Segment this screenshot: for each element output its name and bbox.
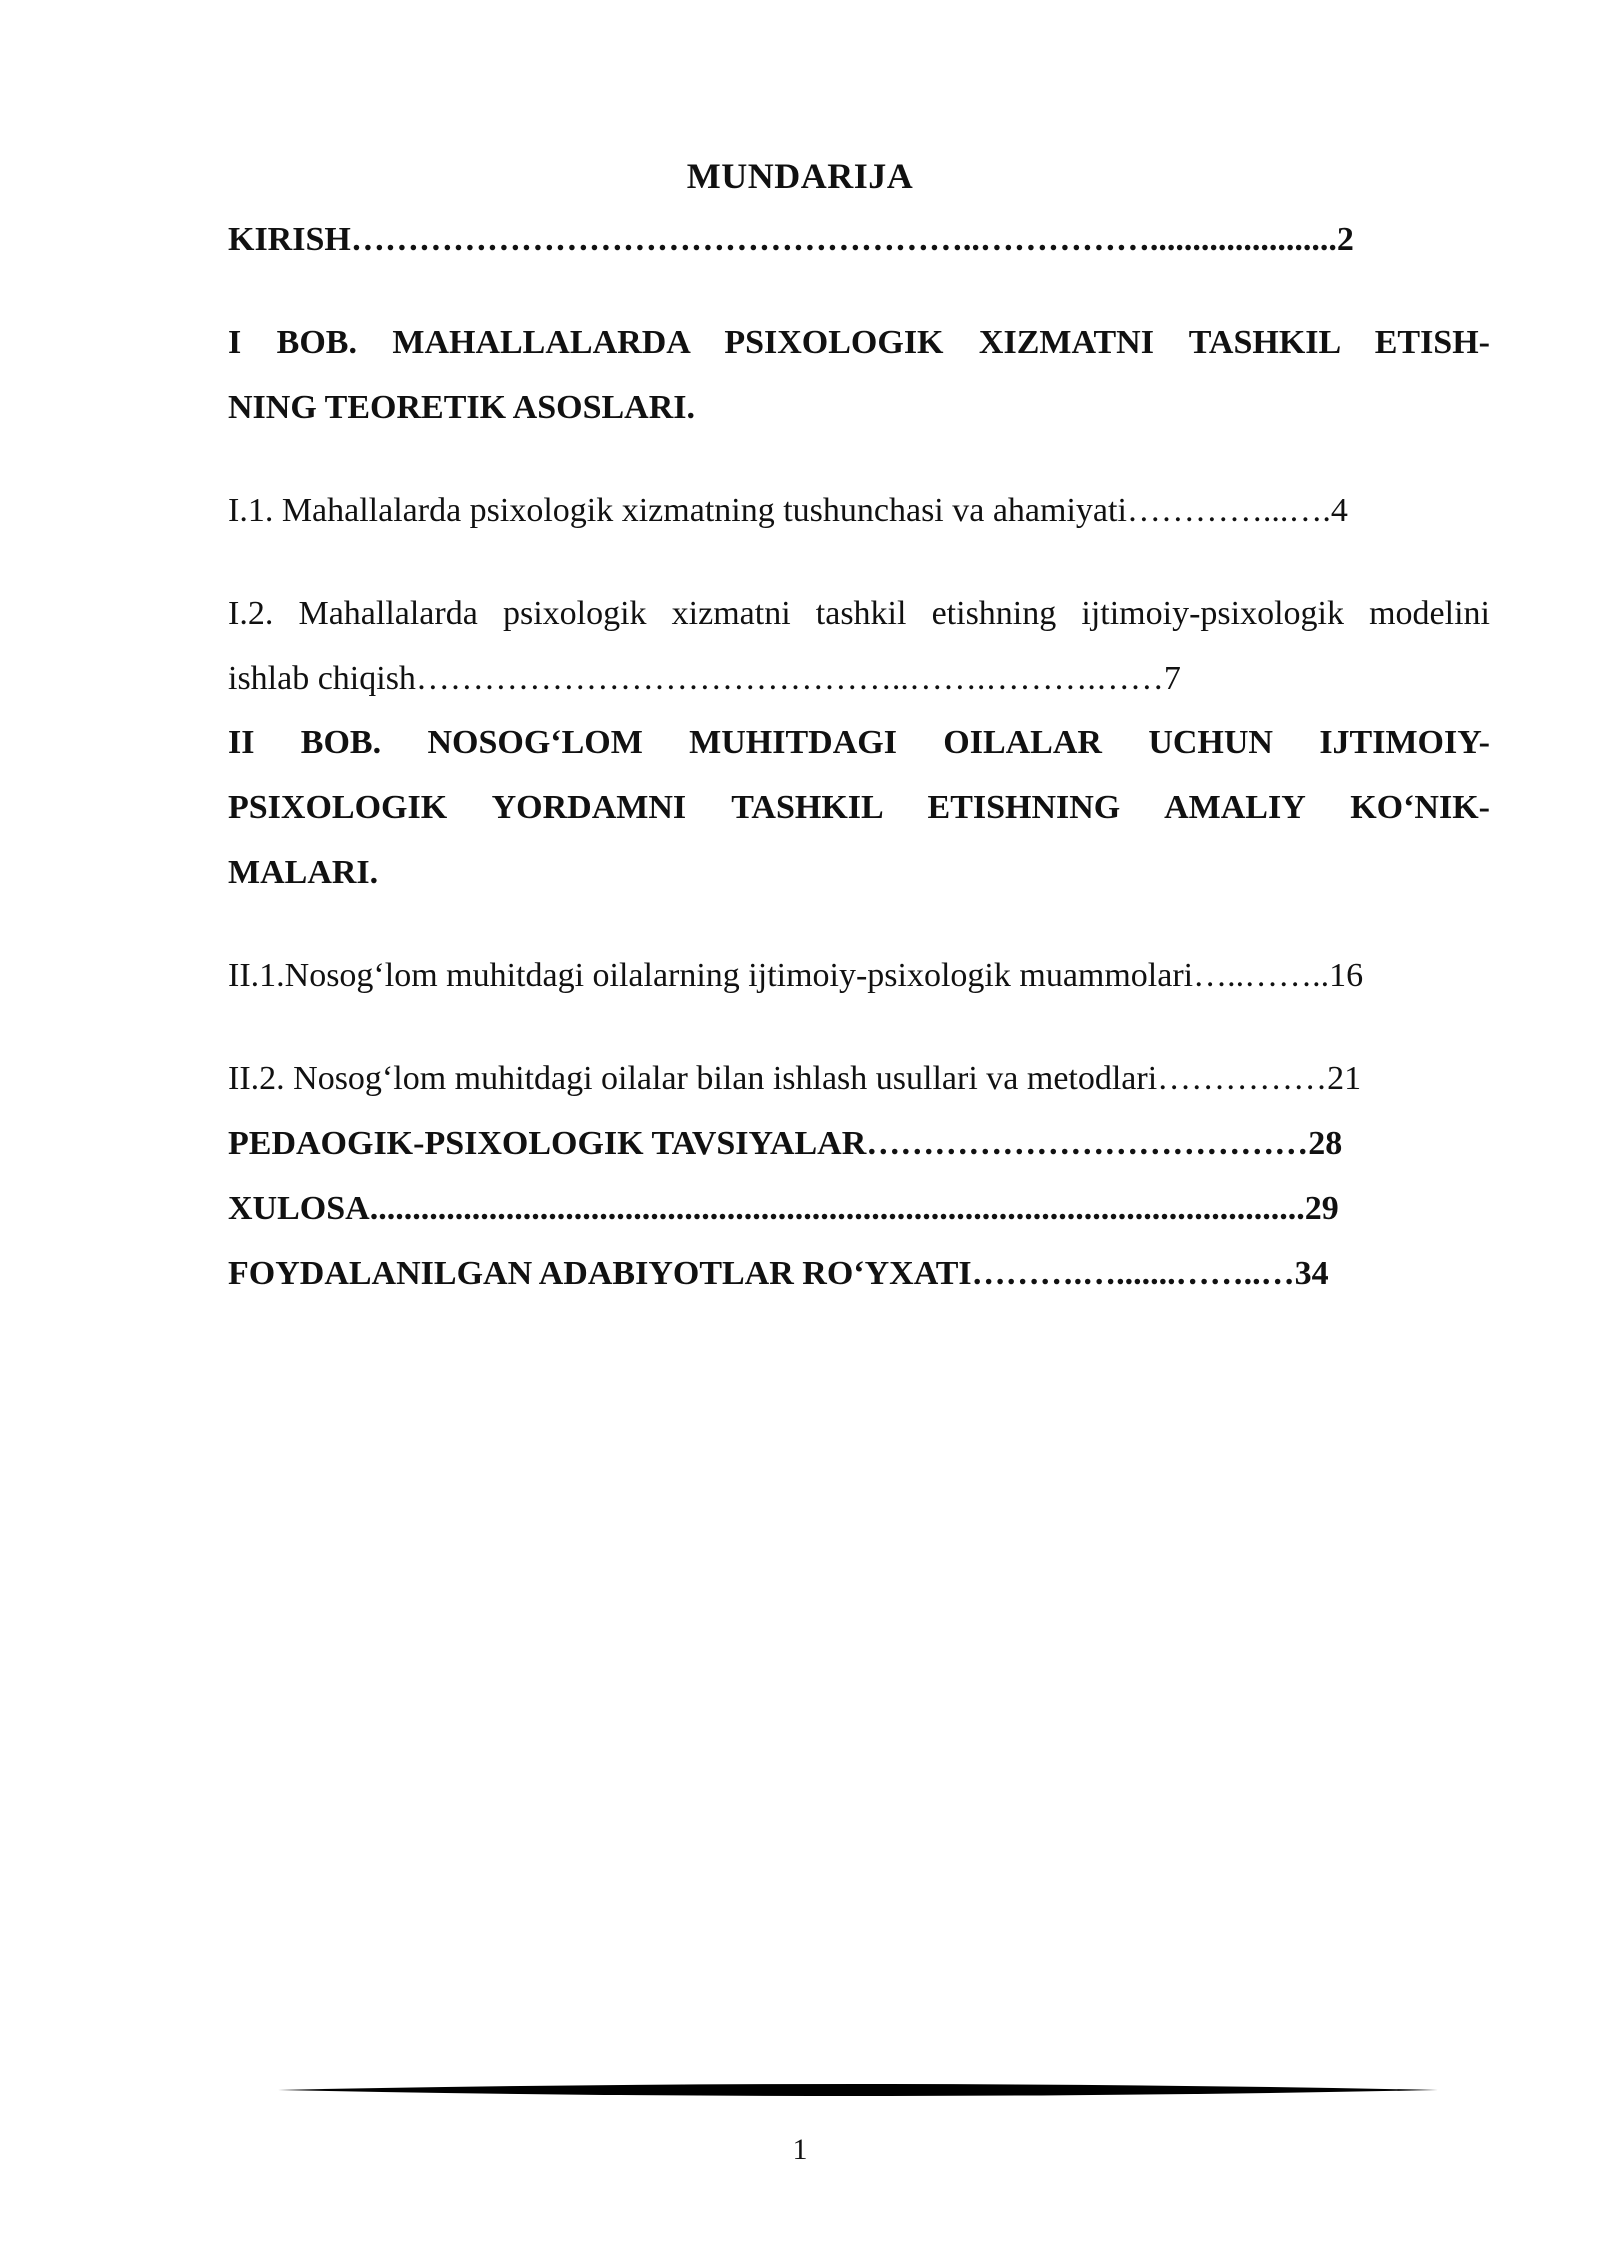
toc-section-1-2-line-2: ishlab chiqish……………………………………..…….……….……7 (228, 660, 1181, 697)
toc-entry-tavsiyalar: PEDAOGIK-PSIXOLOGIK TAVSIYALAR…………………………………28 (228, 1125, 1343, 1162)
footer-divider (278, 2080, 1438, 2100)
toc-section-2-2: II.2. Nosog‘lom muhitdagi oilalar bilan ishlash usullari va metodlari……………21 (228, 1060, 1362, 1097)
page-number: 1 (792, 2133, 808, 2166)
toc-entry-adabiyotlar: FOYDALANILGAN ADABIYOTLAR RO‘YXATI……….….......……..…34 (228, 1255, 1329, 1292)
toc-section-2-1: II.1.Nosog‘lom muhitdagi oilalarning ijtimoiy-psixologik muammolari…..……..16 (228, 957, 1364, 994)
toc-chapter-1-line-1: I BOB. MAHALLALARDA PSIXOLOGIK XIZMATNI TASHKIL ETISH- (228, 324, 1490, 361)
toc-entry-xulosa: XULOSA..............................................................................................................29 (228, 1190, 1339, 1227)
toc-chapter-2-line-3: MALARI. (228, 854, 379, 891)
toc-entry-kirish: KIRISH………………………………………………..……………......................2 (228, 221, 1354, 258)
document-title: MUNDARIJA (686, 156, 914, 196)
toc-chapter-2-line-2: PSIXOLOGIK YORDAMNI TASHKIL ETISHNING AMALIY KO‘NIK- (228, 789, 1490, 826)
toc-chapter-1-line-2: NING TEORETIK ASOSLARI. (228, 389, 696, 426)
toc-section-1-2-line-1: I.2. Mahallalarda psixologik xizmatni tashkil etishning ijtimoiy-psixologik modelini (228, 595, 1490, 632)
toc-section-1-1: I.1. Mahallalarda psixologik xizmatning tushunchasi va ahamiyati…………...….4 (228, 492, 1348, 529)
toc-chapter-2-line-1: II BOB. NOSOG‘LOM MUHITDAGI OILALAR UCHUN IJTIMOIY- (228, 724, 1490, 761)
